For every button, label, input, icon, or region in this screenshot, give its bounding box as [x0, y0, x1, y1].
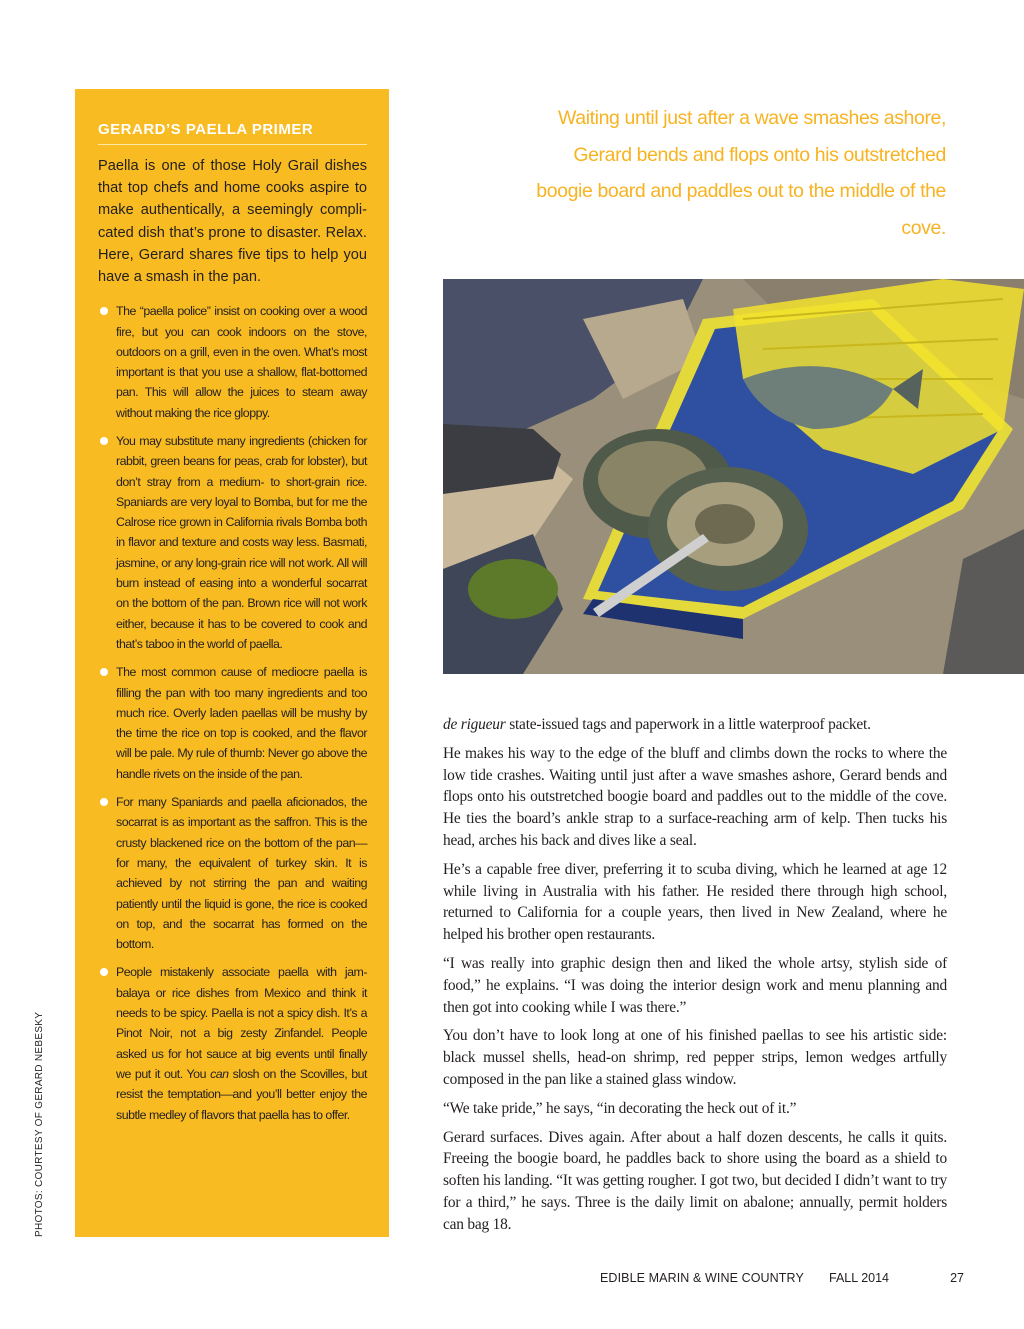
body-paragraph: “We take pride,” he says, “in decorating the heck out of it.”	[443, 1099, 797, 1117]
photo-credit: PHOTOS: COURTESY OF GERARD NEBESKY	[34, 1011, 45, 1237]
article-body	[443, 714, 947, 1243]
bullet-icon	[100, 437, 108, 445]
paella-primer-sidebar	[75, 89, 389, 1237]
bullet-icon	[100, 968, 108, 976]
issue-label: FALL 2014	[829, 1271, 890, 1285]
tip-text-emphasis: can	[210, 1066, 229, 1081]
tips-list	[98, 301, 367, 1125]
tip-text: The most common cause of mediocre paella is filling the pan with too many ingredients and too much rice. Overly laden paellas will be mushy by the time the rice on top is cooked, and the flavor will be pale. My rule of thumb: Never go above the handle rivets on the inside of the pan.	[116, 665, 367, 781]
tip-text: For many Spaniards and paella aficionados, the socarrat is as important as the saffron. This is the crusty blackened rice on the bottom of the pan—for many, the equivalent of turkey skin. It is achieved by not stirring the pan and waiting patiently until the liquid is gone, the rice is cooked on top, and the socarrat has formed on the bottom.	[116, 795, 367, 952]
tip-text-before: People mistakenly associate paella with jam-balaya or rice dishes from Mexico and think it needs to be spicy. Paella is not a spicy dish. It’s a Pinot Noir, not a big zesty Zinfandel. People asked us for hot sauce at big events until finally we put it out. You	[116, 965, 367, 1081]
bullet-icon	[100, 798, 108, 806]
body-paragraph: You don’t have to look long at one of his finished paellas to see his artistic side: black mussel shells, head-on shrimp, red pepper strips, lemon wedges artfully composed in the pan like a stained glass window.	[443, 1027, 947, 1088]
tip-item	[98, 792, 367, 954]
tip-text: You may substitute many ingredients (chicken for rabbit, green beans for peas, crab for lobster), but don’t stray from a medium- to short-grain rice. Spaniards are very loyal to Bomba, but for me the Calrose rice grown in California rivals Bomba both in flavor and texture and costs way less. Basmati, jasmine, or any long-grain rice will not work. All will burn instead of easing into a wonderful socarrat on the bottom of the pan. Brown rice will not work either, because it has to be covered to cook and that’s taboo in the world of paella.	[116, 434, 367, 651]
body-paragraph: He makes his way to the edge of the bluff and climbs down the rocks to where the low tide crashes. Waiting until just after a wave smashes ashore, Gerard bends and flops onto his outstretched boogie board and paddles out to the middle of the cove. He ties the board’s ankle strap to a surface-reaching arm of kelp. Then tucks his head, arches his back and dives like a seal.	[443, 744, 947, 849]
body-emphasis: de rigueur	[443, 716, 506, 733]
bullet-icon	[100, 307, 108, 315]
body-paragraph: He’s a capable free diver, preferring it to scuba diving, which he learned at age 12 while living in Australia with his father. He resided there through high school, returned to California for a couple years, then lived in New Zealand, where he helped his brother open restaurants.	[443, 860, 947, 944]
tip-item	[98, 962, 367, 1124]
page-number: 27	[950, 1271, 964, 1285]
tip-item	[98, 662, 367, 784]
tip-text: The “paella police” insist on cooking over a wood fire, but you can cook indoors on the stove, outdoors on a grill, even in the oven. What’s most important is that you use a shallow, flat-bottomed pan. This will allow the juices to steam away without making the rice gloppy.	[116, 304, 367, 420]
bullet-icon	[100, 668, 108, 676]
body-paragraph	[443, 714, 947, 736]
tip-item	[98, 431, 367, 654]
abalone-photo	[443, 279, 1024, 674]
pull-quote: Waiting until just after a wave smashes ashore, Gerard bends and flops onto his outstretched boogie board and paddles out to the middle of the cove.	[536, 107, 946, 239]
abalone-on-boogie-board-image	[443, 279, 1024, 674]
body-paragraph-text: state-issued tags and paperwork in a little waterproof packet.	[505, 716, 871, 733]
magazine-name: EDIBLE MARIN & WINE COUNTRY	[600, 1271, 804, 1285]
body-paragraph: “I was really into graphic design then and liked the whole artsy, stylish side of food,” he explains. “I was doing the interior design work and menu planning and then got into cooking while I was there.”	[443, 954, 947, 1016]
sidebar-intro: Paella is one of those Holy Grail dishes that top chefs and home cooks aspire to make authentically, a seemingly compli-cated dish that’s prone to disaster. Relax. Here, Gerard shares five tips to help you have a smash in the pan.	[98, 158, 367, 286]
tip-item	[98, 301, 367, 423]
body-paragraph: Gerard surfaces. Dives again. After about a half dozen descents, he calls it quits. Freeing the boogie board, he paddles back to shore using the board as a shield to soften his landing. “It was getting rougher. I got two, but decided I didn’t want to try for a third,” he says. Three is the daily limit on abalone; annually, permit holders can bag 18.	[443, 1128, 947, 1233]
tip-text-after: slosh on the Scovilles, but resist the temptation—and you’ll better enjoy the subtle medley of flavors that paella has to offer.	[116, 1066, 367, 1122]
sidebar-title: GERARD’S PAELLA PRIMER	[98, 121, 367, 145]
